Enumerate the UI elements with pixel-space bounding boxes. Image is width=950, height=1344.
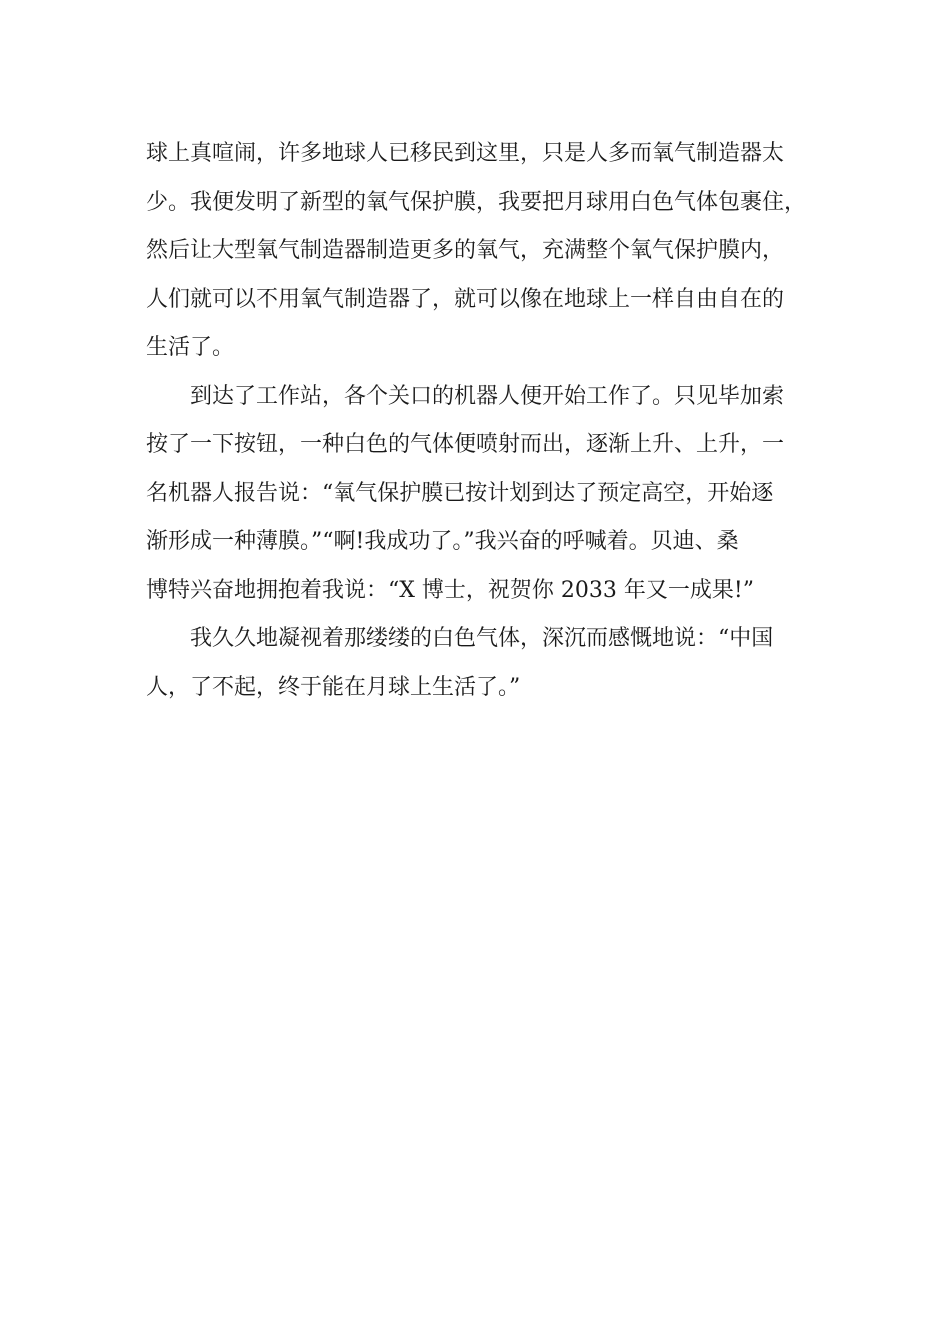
text-line: 渐形成一种薄膜。”“啊!我成功了。”我兴奋的呼喊着。贝迪、桑 <box>146 529 739 554</box>
text-line: 到达了工作站，各个关口的机器人便开始工作了。只见毕加索 <box>190 383 785 409</box>
text-line: 按了一下按钮，一种白色的气体便喷射而出，逐渐上升、上升，一 <box>146 432 785 457</box>
document-body <box>146 130 816 712</box>
paragraph-1 <box>146 130 816 373</box>
text-line: 然后让大型氧气制造器制造更多的氧气，充满整个氧气保护膜内， <box>146 238 785 263</box>
text-line: 少。我便发明了新型的氧气保护膜，我要把月球用白色气体包裹住， <box>146 189 807 215</box>
text-line: 生活了。 <box>146 335 235 360</box>
text-line: 人们就可以不用氧气制造器了，就可以像在地球上一样自由自在的 <box>146 286 785 312</box>
paragraph-3 <box>146 615 816 712</box>
text-line: 博特兴奋地拥抱着我说：“X 博士，祝贺你 2033 年又一成果!” <box>146 577 754 603</box>
text-line: 人，了不起，终于能在月球上生活了。” <box>146 674 521 700</box>
text-line: 我久久地凝视着那缕缕的白色气体，深沉而感慨地说：“中国 <box>190 626 774 651</box>
text-line: 球上真喧闹，许多地球人已移民到这里，只是人多而氧气制造器太 <box>146 141 785 166</box>
paragraph-2 <box>146 373 816 616</box>
text-line: 名机器人报告说：“氧气保护膜已按计划到达了预定高空，开始逐 <box>146 480 774 506</box>
